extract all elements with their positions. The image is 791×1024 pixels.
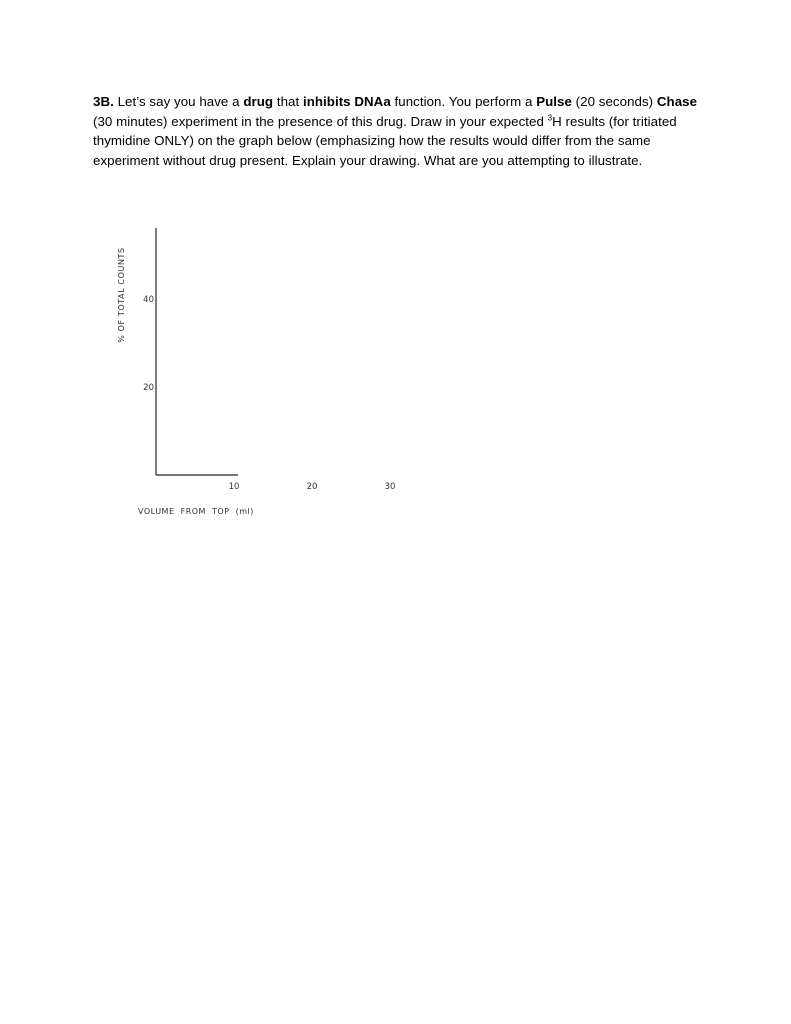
question-text-part: H results (for tritiated thymidine ONLY) on the graph below (emphasizing how the results would differ from the same experiment without drug present. Explain your drawing. What are you attempting to illustrate. bbox=[93, 113, 677, 168]
question-number: 3B. bbox=[93, 94, 114, 109]
question-text bbox=[93, 92, 703, 170]
question-text-part: that bbox=[273, 94, 303, 109]
superscript-3: 3 bbox=[547, 113, 553, 123]
emphasis-pulse: Pulse bbox=[536, 94, 572, 109]
y-axis-label: % OF TOTAL COUNTS bbox=[117, 247, 126, 343]
question-text-part: (20 seconds) bbox=[571, 94, 657, 109]
y-tick-label: 20 bbox=[143, 383, 154, 393]
x-tick-label: 10 bbox=[228, 482, 240, 492]
y-axis bbox=[143, 228, 156, 475]
x-axis-label: VOLUME FROM TOP (ml) bbox=[138, 507, 254, 516]
x-tick-label: 20 bbox=[306, 482, 318, 492]
emphasis-chase: Chase bbox=[656, 94, 698, 109]
question-text-part: function. You perform a bbox=[390, 94, 537, 109]
emphasis-inhibits-dnaa: inhibits DNAa bbox=[302, 94, 391, 109]
x-tick-label: 30 bbox=[384, 482, 396, 492]
question-text-part: Let’s say you have a bbox=[113, 94, 244, 109]
question-text-part: (30 minutes) experiment in the presence of this drug. Draw in your expected bbox=[93, 113, 548, 129]
y-tick-label: 40 bbox=[143, 295, 154, 305]
x-axis bbox=[156, 475, 395, 492]
emphasis-drug: drug bbox=[243, 94, 274, 109]
